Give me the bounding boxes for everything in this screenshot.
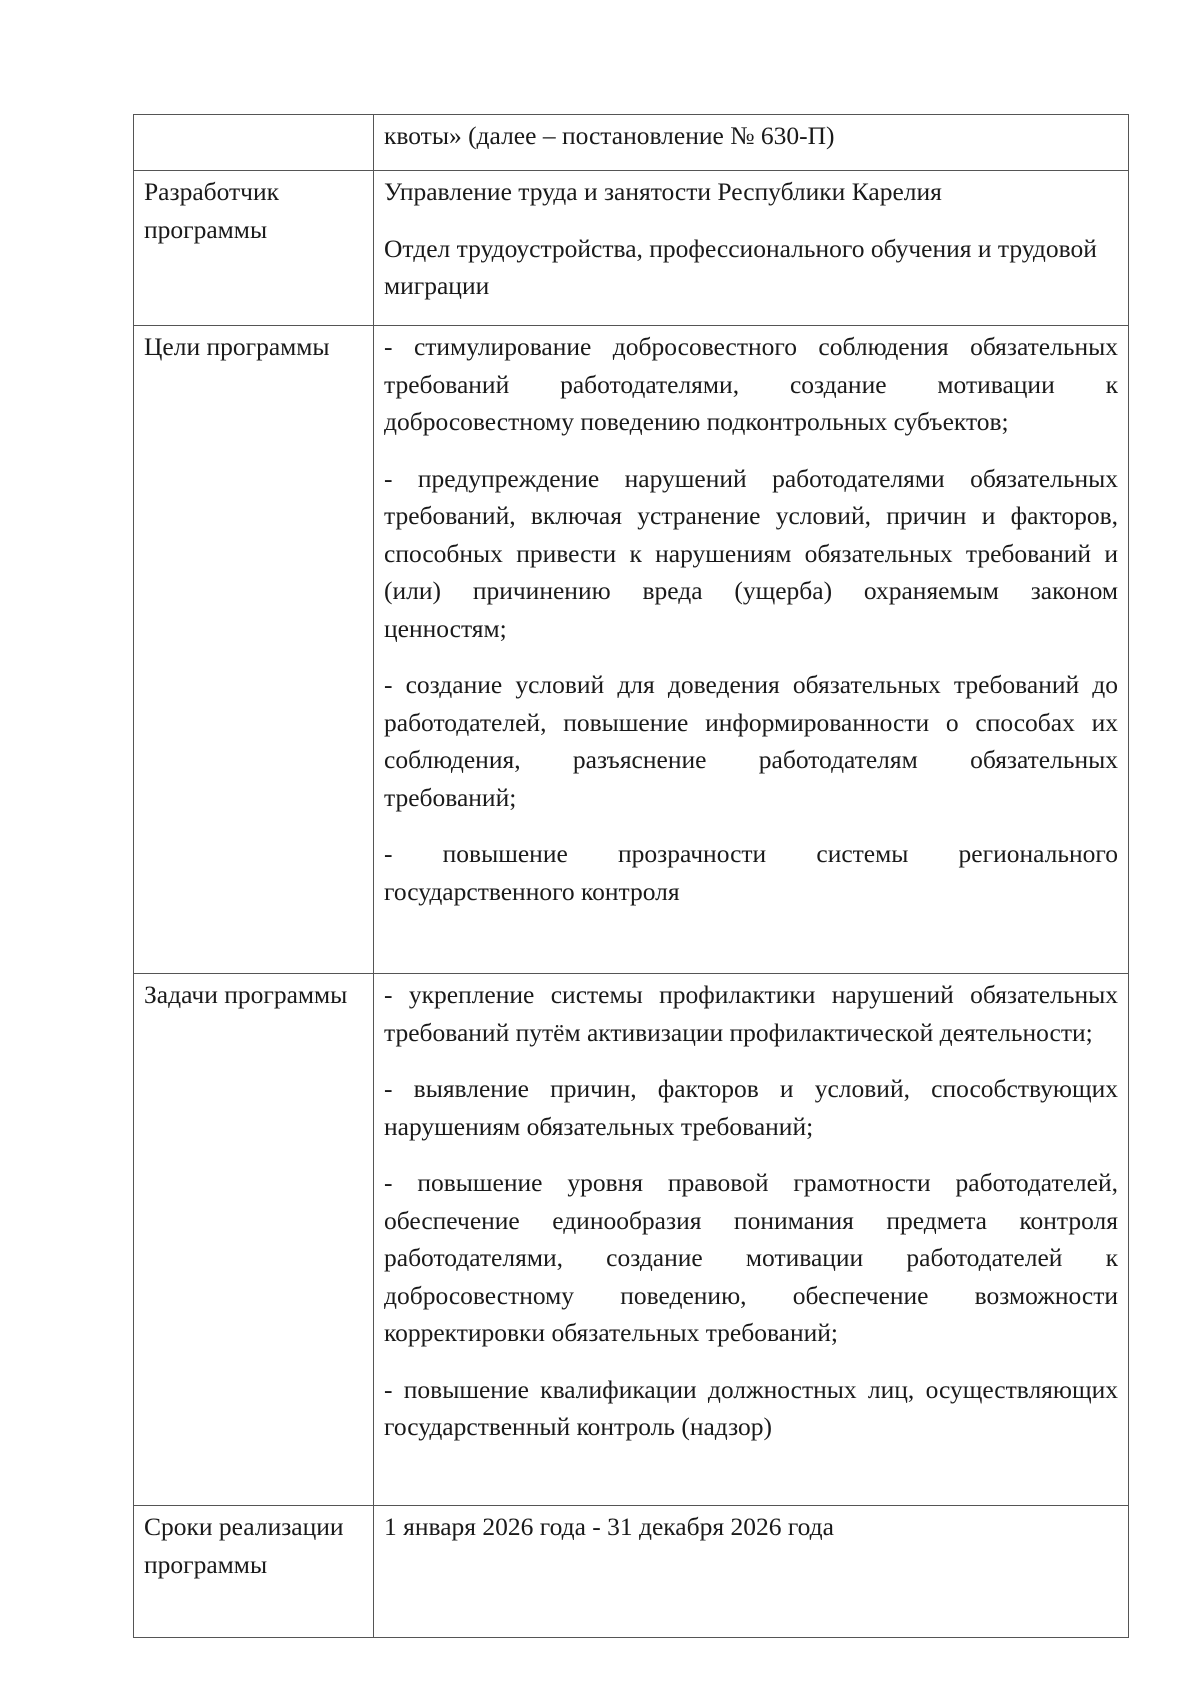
terms-label: Сроки реализации программы xyxy=(134,1506,374,1638)
task-item: - укрепление системы профилактики нарушений обязательных требований путём активизации профилактической деятельности; xyxy=(384,980,1118,1047)
intro-text: квоты» (далее – постановление № 630-П) xyxy=(384,121,835,150)
goal-item: - повышение прозрачности системы регионального государственного контроля xyxy=(384,839,1118,906)
goals-label: Цели программы xyxy=(134,326,374,974)
table-row-tasks xyxy=(134,974,1129,1506)
terms-content-cell xyxy=(374,1506,1129,1638)
tasks-label: Задачи программы xyxy=(134,974,374,1506)
goal-item: - стимулирование добросовестного соблюдения обязательных требований работодателями, создание мотивации к добросовестному поведению подконтрольных субъектов; xyxy=(384,332,1118,436)
task-item: - повышение квалификации должностных лиц, осуществляющих государственный контроль (надзор) xyxy=(384,1374,1118,1441)
tasks-content-cell xyxy=(374,974,1129,1506)
table-row-goals xyxy=(134,326,1129,974)
program-passport-table xyxy=(133,114,1129,1638)
goal-item: - предупреждение нарушений работодателями обязательных требований, включая устранение условий, причин и факторов, способных привести к нарушениям обязательных требований и (или) причинению вреда (ущерба) охраняемым законом ценностям; xyxy=(384,463,1118,643)
task-item: - повышение уровня правовой грамотности работодателей, обеспечение единообразия понимания предмета контроля работодателями, создание мотивации работодателей к добросовестному поведению, обеспечение возможности корректировки обязательных требований; xyxy=(384,1168,1118,1347)
table-row-developer xyxy=(134,171,1129,326)
developer-label: Разработчик программы xyxy=(134,171,374,326)
goal-item: - создание условий для доведения обязательных требований до работодателей, повышение информированности о способах их соблюдения, разъяснение работодателям обязательных требований; xyxy=(384,670,1118,812)
table-row-terms xyxy=(134,1506,1129,1638)
terms-text: 1 января 2026 года - 31 декабря 2026 года xyxy=(384,1512,834,1541)
goals-content-cell xyxy=(374,326,1129,974)
developer-content-cell xyxy=(374,171,1129,326)
developer-item: Управление труда и занятости Республики Карелия xyxy=(384,177,942,206)
table-row-intro xyxy=(134,115,1129,171)
intro-label-cell xyxy=(134,115,374,171)
developer-item: Отдел трудоустройства, профессионального обучения и трудовой миграции xyxy=(384,233,1097,300)
intro-content-cell xyxy=(374,115,1129,171)
task-item: - выявление причин, факторов и условий, способствующих нарушениям обязательных требований; xyxy=(384,1074,1118,1141)
